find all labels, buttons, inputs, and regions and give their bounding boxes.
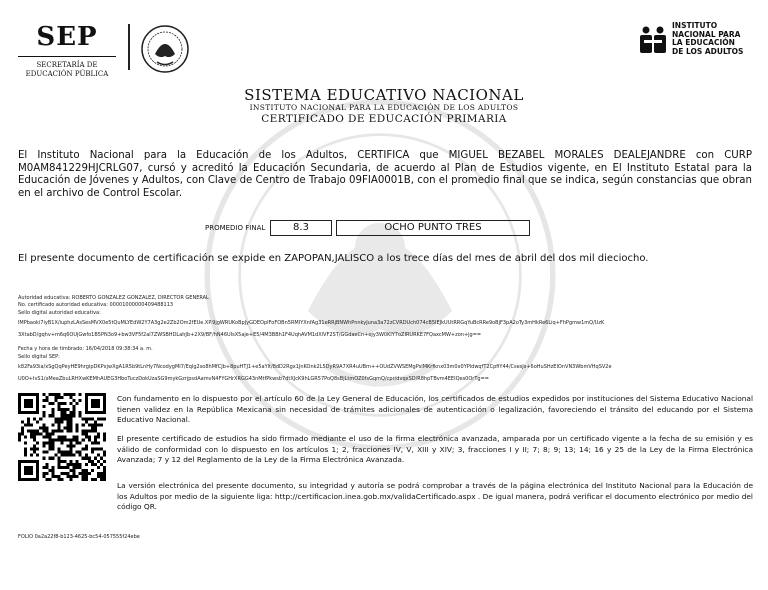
- fecha-timbrado: Fecha y hora de timbrado: 16/04/2018 09:38:34 a. m.: [18, 346, 153, 352]
- promedio-text: OCHO PUNTO TRES: [336, 220, 530, 236]
- sep-subtitle-line1: SECRETARÍA DE: [36, 61, 98, 69]
- document-title: SISTEMA EDUCATIVO NACIONAL: [244, 86, 524, 104]
- promedio-value: 8.3: [270, 220, 332, 236]
- autoridad-educativa: Autoridad educativa: ROBERTO GONZALEZ GONZALEZ, DIRECTOR GENERAL: [18, 295, 209, 301]
- certificate-type: CERTIFICADO DE EDUCACIÓN PRIMARIA: [261, 113, 507, 125]
- inea-line2: NACIONAL PARA: [672, 29, 741, 39]
- sello-digital-line1: lMPbaoki7iyB1X/iuphzLAsSesMVX0e5tQuMLYEdW2Y7A3g2e2Zb2Om2fEUe.XP.9jgWRUKoBpJyGDEOpIFoFOBn5RMIYXnfAg31eRRjBNWhPnnkyJuna3a72zCVRDUch074cB5IEJkUUtRRGqYuBcRRe9oBjF3pA2oTy3mHkRe6Liq+FhPgmw1mQ/UzK: [18, 320, 605, 326]
- inea-line3: LA EDUCACIÓN: [672, 38, 735, 47]
- certification-paragraph: El Instituto Nacional para la Educación de los Adultos, CERTIFICA que MIGUEL BEZABEL MORALES DEALEJANDRE con CURP M0AM841229HJCRLG07, cursó y acreditó la Educación Secundaria, de acuerdo al Plan de Estudios vigente, en El Instituto Estatal para la Educación de Jóvenes y Adultos, con Clave de Centro de Trabajo 09FIA0001B, con el promedio final que se indica, según constancias que obran en el archivo de Control Escolar.: [18, 150, 752, 199]
- sep-subtitle-line2: EDUCACIÓN PÚBLICA: [25, 70, 109, 78]
- sello-sep-label: Sello digital SEP:: [18, 354, 60, 360]
- header-vertical-divider: [128, 24, 130, 70]
- issuance-statement: El presente documento de certificación se expide en ZAPOPAN,JALISCO a los trece días del mes de abril del dos mil dieciocho.: [18, 253, 649, 264]
- qr-code[interactable]: [18, 393, 106, 481]
- inea-logo-text: [672, 22, 743, 56]
- promedio-label: PROMEDIO FINAL: [205, 224, 266, 232]
- legal-paragraph-signature: El presente certificado de estudios ha sido firmado mediante el uso de la firma electrónica avanzada, amparada por un certificado vigente a la fecha de su emisión y es válido de conformidad con lo dispuesto en los artículos 1; 2, fracciones IV, V, XIII y XIV; 3, fracciones I y II; 7; 8; 9; 13; 14; 16 y 25 de la Ley de la Firma Electrónica Avanzada; 7 y 12 del Reglamento de la Ley de la Firma Electrónica Avanzada.: [117, 434, 753, 464]
- sello-sep-line2: U0O+IvS1/xMeaZbuLRHXwKEMhAUEG3HboTuczDokUzaSG9mykGzrjpsdAamvN4FYGHrXRGG43nMtfPkwsb7dtXJcK9hLGR57PoQ8sBjLtmOZ0fsGqmQ/cpr/dvqxSD/R8hpTBvm4EEIQes0OrTg==: [18, 376, 489, 382]
- institute-subtitle: INSTITUTO NACIONAL PARA LA EDUCACIÓN DE LOS ADULTOS: [249, 103, 519, 112]
- legal-paragraph-validity: Con fundamento en lo dispuesto por el artículo 60 de la Ley General de Educación, los certificados de estudios expedidos por instituciones del Sistema Educativo Nacional tienen validez en la República Mexicana sin necesidad de trámites adicionales de autenticación o legalización, favoreciendo el tránsito del educando por el Sistema Educativo Nacional.: [117, 394, 753, 424]
- sep-logo: [12, 22, 122, 79]
- sello-label: Sello digital autoridad educativa:: [18, 310, 101, 316]
- sep-subtitle: [12, 61, 122, 79]
- sello-digital-line2: 3XtabD/gqhv+m6q6OUjGwfo1B5PN3o9+bw3VF5f2al7ZWSBHDLahJb+2X9/BF/hN46UIsX5aje+E5/4M3BBh1F4UqhAVM1dXlVF2ST/GGdaeCn+ejy3W0KlY7oZIRURKE7FQaxcMW+zon+jg==: [18, 332, 482, 338]
- inea-line4: DE LOS ADULTOS: [672, 46, 744, 56]
- inea-line1: INSTITUTO: [672, 21, 718, 30]
- numero-certificado: No. certificado autoridad educativa: 00001000000409488113: [18, 302, 174, 308]
- sep-divider: [18, 56, 116, 57]
- national-seal-icon: [140, 24, 190, 74]
- legal-paragraph-verification: La versión electrónica del presente documento, su integridad y autoría se podrá comprobar a través de la página electrónica del Instituto Nacional para la Educación de los Adultos por medio de la siguiente liga: http://certificacion.inea.gob.mx/validaCertificado.aspx . De igual manera, podrá verificar el documento electrónico por medio del código QR.: [117, 481, 753, 511]
- sello-sep-line1: k82Fa93ia/xSgQqPeyHE9hrgipDKPxjwXgA1R5b9tLnHy7NcodygMI7/Eqlg2so8hMfCJb+8puHTJ1+e5aYlt/8dD2Rgx1JnKOnk2L5DyR9A7XR4uUBm++OUdZVWSEMgPsIMKrfknx03m0x0YPldwqfT2CpfiY44/CsesJs+6oHuSHzEIOnVN3WbmVHqSV2e: [18, 364, 612, 370]
- folio: FOLIO 0a2a22f8-b123-4625-bc54-057555f24ebe: [18, 534, 140, 540]
- sep-wordmark: SEP: [36, 22, 98, 52]
- inea-logo-icon: [638, 24, 670, 56]
